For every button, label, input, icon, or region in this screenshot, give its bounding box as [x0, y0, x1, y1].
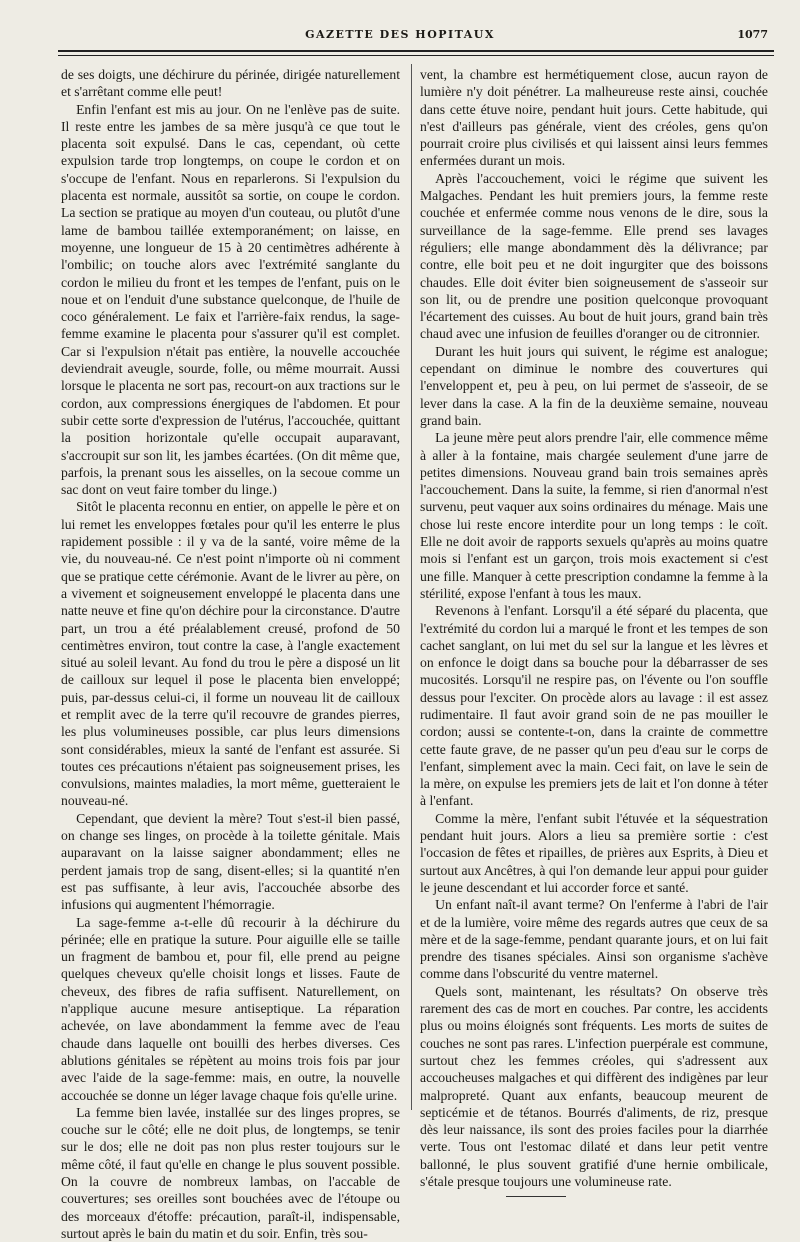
end-rule [506, 1196, 566, 1197]
paragraph: Revenons à l'enfant. Lorsqu'il a été séparé du placenta, que l'extrémité du cordon lui a marqué le front et les tempes de son cachet sanglant, on lui met du sel sur la langue et les lèvres et on enfonce le doigt dans sa bouche pour la débarrasser de ses mucosités. Lorsqu'il ne respire pas, on l'évente ou l'on souffle dessus pour l'exciter. On procède alors au lavage : il est assez rudimentaire. Il faut avoir grand soin de ne pas mouiller le cordon; aussi se contente-t-on, dans la crainte de commettre cette faute grave, de ne passer qu'un peu d'eau sur le corps de l'enfant, simplement avec la main. Ceci fait, on lave le sein de la mère, on expulse les premiers jets de lait et l'on donne à téter à l'enfant. [420, 603, 768, 809]
paragraph: Après l'accouchement, voici le régime que suivent les Malgaches. Pendant les huit premiers jours, la femme reste couchée et enfermée comme nous venons de le dire, sous la surveillance de la sage-femme. Elle prend ses lavages réguliers; elle mange abondamment dès la délivrance; par contre, elle boit peu et ne doit ingurgiter que des boissons chaudes. Elle doit éviter bien soigneusement de s'asseoir sur son lit, ou de prendre une position quelconque provoquant l'écartement des cuisses. Au bout de huit jours, grand bain très chaud avec une infusion de feuilles d'oranger ou de citronnier. [420, 170, 768, 342]
paragraph: de ses doigts, une déchirure du périnée, dirigée naturellement et s'arrêtant comme elle peut! [61, 67, 400, 100]
journal-title: GAZETTE DES HOPITAUX [305, 28, 495, 41]
column-divider [411, 64, 412, 1110]
paragraph: Quels sont, maintenant, les résultats? On observe très rarement des cas de mort en couches. Par contre, les accidents plus ou moins éloignés sont fréquents. Les morts de suites de couches ne sont pas rares. L'infection puerpérale est commune, surtout chez les femmes créoles, qui s'adressent aux accoucheuses malgaches et qui diffèrent des indigènes par leur malpropreté. Quant aux enfants, beaucoup meurent de septicémie et de tétanos. Bourrés d'aliments, de riz, presque dès leur naissance, ils sont des proies faciles pour la diarrhée verte. Tous ont l'estomac dilaté et dans leur petit ventre ballonné, le plus souvent gratifié d'une hernie ombilicale, s'étale presque toujours une volumineuse rate. [420, 983, 768, 1189]
header-rule-thin [58, 55, 774, 56]
paragraph: La femme bien lavée, installée sur des linges propres, se couche sur le côté; elle ne doit plus, de longtemps, se tenir sur le dos; elle ne doit pas non plus rester toujours sur le même côté, il faut qu'elle en change le plus souvent possible. On la couvre de nombreux lambas, on l'accable de couvertures; ses oreilles sont bouchées avec de l'étoupe ou des morceaux d'étoffe: précaution, paraît-il, indispensable, surtout après le bain du matin et du soir. Enfin, très sou- [61, 1104, 400, 1241]
paragraph: Enfin l'enfant est mis au jour. On ne l'enlève pas de suite. Il reste entre les jambes de sa mère jusqu'à ce que tout le placenta soit expulsé. Dans le cas, cependant, où cette expulsion tarde trop longtemps, on coupe le cordon et on s'occupe de l'enfant. Nous en reparlerons. Si l'expulsion du placenta est normale, aussitôt sa sortie, on coupe le cordon. La section se pratique au moyen d'un couteau, ou plutôt d'une lame de bambou taillée extemporanément; on laisse, en moyenne, une longueur de 15 à 20 centimètres adhérente à l'ombilic; on touche alors avec l'extrémité sanglante du cordon le milieu du front et les tempes de l'enfant, puis on le noue et on l'enduit d'une substance quelconque, de l'huile de coco généralement. Le faix et l'arrière-faix rendus, la sage-femme examine le placenta pour s'assurer qu'il est complet. Car si l'expulsion n'était pas entière, la nouvelle accouchée deviendrait aveugle, sourde, folle, ou même mourrait. Aussi lorsque le placenta ne sort pas, recourt-on aux tractions sur le cordon, aux compressions énergiques de l'abdomen. Et pour subir cette sorte d'expression de l'utérus, l'accouchée, quittant la position horizontale qu'elle occupait auparavant, s'accroupit sur son lit, les jambes écartées. (On dit même que, parfois, la prenant sous les aisselles, on la secoue comme un sac dont on veut faire tomber du linge.) [61, 101, 400, 498]
paragraph: Sitôt le placenta reconnu en entier, on appelle le père et on lui remet les enveloppes fœtales pour qu'il les enterre le plus rapidement possible : il y va de la santé, voire même de la vie, du nouveau-né. Ce n'est point n'importe où ni comment que se pratique cette cérémonie. Avant de le livrer au père, on a vivement et soigneusement enveloppé le placenta dans une natte neuve et fine qu'on déchire pour la circonstance. D'autre part, un trou a été préalablement creusé, profond de 50 centimètres environ, tout contre la case, à l'angle exactement situé au soleil levant. Au fond du trou le père a disposé un lit de cailloux sur lequel il pose le placenta bien enveloppé; puis, par-dessus celui-ci, il forme un nouveau lit de cailloux et remplit avec de la terre qu'il recouvre de grandes pierres, les plus volumineuses possible, car plus leurs dimensions sont considérables, mieux la santé de l'enfant est assurée. Si toutes ces précautions n'étaient pas soigneusement prises, les convulsions, maintes maladies, la mort même, guetteraient le nouveau-né. [61, 499, 400, 809]
paragraph: La sage-femme a-t-elle dû recourir à la déchirure du périnée; elle en pratique la suture. Pour aiguille elle se taille un fragment de bambou et, pour fil, elle prend au peigne quelques cheveux qu'elle choisit longs et lisses. Faute de cheveux, des fibres de rafia suffisent. Naturellement, on n'applique aucune mesure antiseptique. La réparation achevée, on lave abondamment la femme avec de l'eau chaude dans laquelle ont bouilli des herbes diverses. Ces ablutions génitales se répètent au moins trois fois par jour avec l'aide de la sage-femme: mais, en outre, la nouvelle accouchée se donne un léger lavage chaque fois qu'elle urine. [61, 914, 400, 1103]
right-column [420, 66, 768, 1197]
header-rule [58, 50, 774, 52]
paragraph: Cependant, que devient la mère? Tout s'est-il bien passé, on change ses linges, on procède à la toilette génitale. Mais auparavant on la laisse saigner abondamment; elles ne perdent jamais trop de sang, disent-elles; si la quantité n'en est pas suffisante, à leur avis, l'accouchée absorbe des infusions qui augmentent l'hémorragie. [61, 810, 400, 913]
left-column [61, 66, 400, 1242]
paragraph: La jeune mère peut alors prendre l'air, elle commence même à aller à la fontaine, mais chargée seulement d'une jarre de petites dimensions. Nouveau grand bain trois semaines après l'accouchement. Dans la suite, la femme, si rien d'anormal n'est survenu, peut vaquer aux soins ordinaires du ménage. Mais une chose lui reste encore interdite pour un long temps : le coït. Elle ne doit avoir de rapports sexuels qu'après au moins quatre mois si l'enfant est un garçon, trois mois exactement si c'est une fille. Manquer à cette prescription condamne la femme à la stérilité, expose l'enfant à tous les maux. [420, 430, 768, 601]
paragraph: Durant les huit jours qui suivent, le régime est analogue; cependant on diminue le nombre des couvertures qui l'enveloppent et, peu à peu, on lui permet de s'asseoir, de se lever dans la case. A la fin de la deuxième semaine, nouveau grand bain. [420, 343, 768, 428]
paragraph: Comme la mère, l'enfant subit l'étuvée et la séquestration pendant huit jours. Alors a lieu sa première sortie : c'est l'occasion de fêtes et ripailles, de prières aux Esprits, à Dieu et surtout aux Ancêtres, à qui l'on demande leur appui pour guider le jeune descendant et lui accorder force et santé. [420, 810, 768, 895]
page-header [0, 28, 800, 48]
paragraph: vent, la chambre est hermétiquement close, aucun rayon de lumière n'y doit pénétrer. La malheureuse reste ainsi, couchée dans cette étuve noire, pendant huit jours. Cette habitude, qui n'est d'ailleurs pas générale, vient des créoles, gens qu'on pourrait croire plus civilisés et qui laissent ainsi leurs femmes enfermées durant un mois. [420, 67, 768, 169]
page-number: 1077 [737, 28, 768, 41]
paragraph: Un enfant naît-il avant terme? On l'enferme à l'abri de l'air et de la lumière, voire même des regards autres que ceux de sa mère et de la sage-femme, pendant quarante jours, et on lui fait prendre des tisanes spéciales. Ainsi son organisme s'achève comme dans l'obscurité du ventre maternel. [420, 897, 768, 982]
